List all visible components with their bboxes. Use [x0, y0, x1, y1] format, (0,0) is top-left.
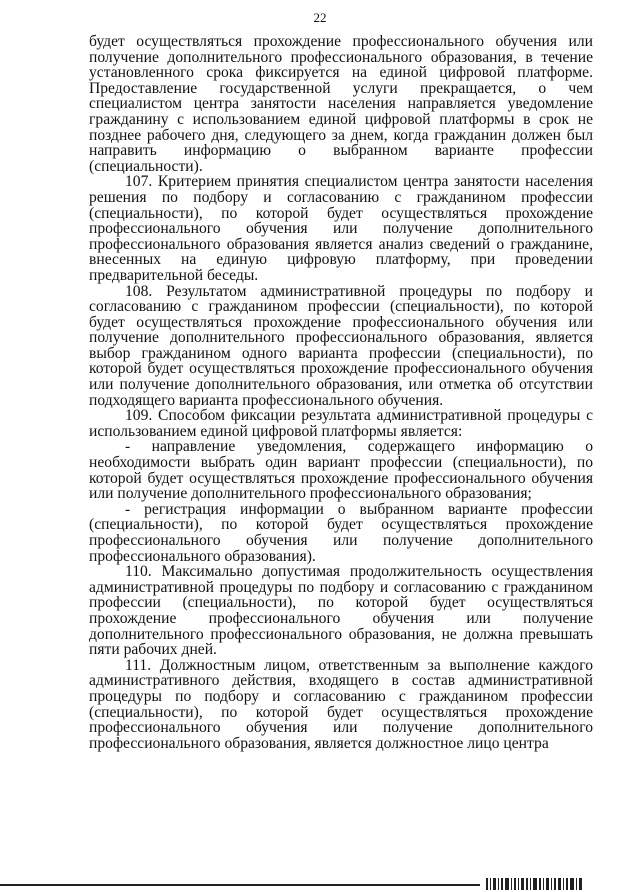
paragraph-110: 110. Максимально допустимая продолжительность осуществления административной процедуры по подбору и согласованию с гражданином профессии (специальности), по которой будет осуществляться прохождение профессионального обучения или получение дополнительного профессионального образования, не должна превышать пяти рабочих дней.: [89, 563, 593, 659]
paragraph-109: 109. Способом фиксации результата административной процедуры с использованием единой цифровой платформы является:: [89, 407, 593, 440]
list-item-notification: - направление уведомления, содержащего информацию о необходимости выбрать один вариант профессии (специальности), по которой будет осуществляться прохождение профессионального обучения или получение дополнительного профессионального образования;: [89, 438, 593, 503]
list-item-registration: - регистрация информации о выбранном варианте профессии (специальности), по которой будет осуществляться прохождение профессионального обучения или получение дополнительного профессионального образования).: [89, 500, 593, 565]
footer-rule: [0, 884, 480, 886]
paragraph-107: 107. Критерием принятия специалистом центра занятости населения решения по подбору и согласованию с гражданином профессии (специальности), по которой будет осуществляться прохождение профессионального обучения или получение дополнительного профессионального образования является анализ сведений о гражданине, внесенных на единую цифровую платформу, при проведении предварительной беседы.: [89, 173, 593, 284]
paragraph-continuation: будет осуществляться прохождение профессионального обучения или получение дополнительного профессионального образования, в течение установленного срока фиксируется на единой цифровой платформе. Предоставление государственной услуги прекращается, о чем специалистом центра занятости населения направляется уведомление гражданину с использованием единой цифровой платформы в срок не позднее рабочего дня, следующего за днем, когда гражданин должен был направить информацию о выбранном варианте профессии (специальности).: [89, 33, 593, 175]
page-number: 22: [313, 10, 327, 25]
paragraph-111: 111. Должностным лицом, ответственным за выполнение каждого административного действия, входящего в состав административной процедуры по подбору и согласованию с гражданином профессии (специальности), по которой будет осуществляться прохождение профессионального обучения или получение дополнительного профессионального образования, является должностное лицо центра: [89, 656, 593, 752]
document-body: [89, 34, 593, 751]
paragraph-108: 108. Результатом административной процедуры по подбору и согласованию с гражданином профессии (специальности), по которой будет осуществляться прохождение профессионального обучения или получение дополнительного профессионального образования, является выбор гражданином одного варианта профессии (специальности), по которой будет осуществляться прохождение профессионального обучения или получение дополнительного образования, или отметка об отсутствии подходящего варианта профессионального обучения.: [89, 282, 593, 409]
barcode-marks: [486, 878, 584, 890]
